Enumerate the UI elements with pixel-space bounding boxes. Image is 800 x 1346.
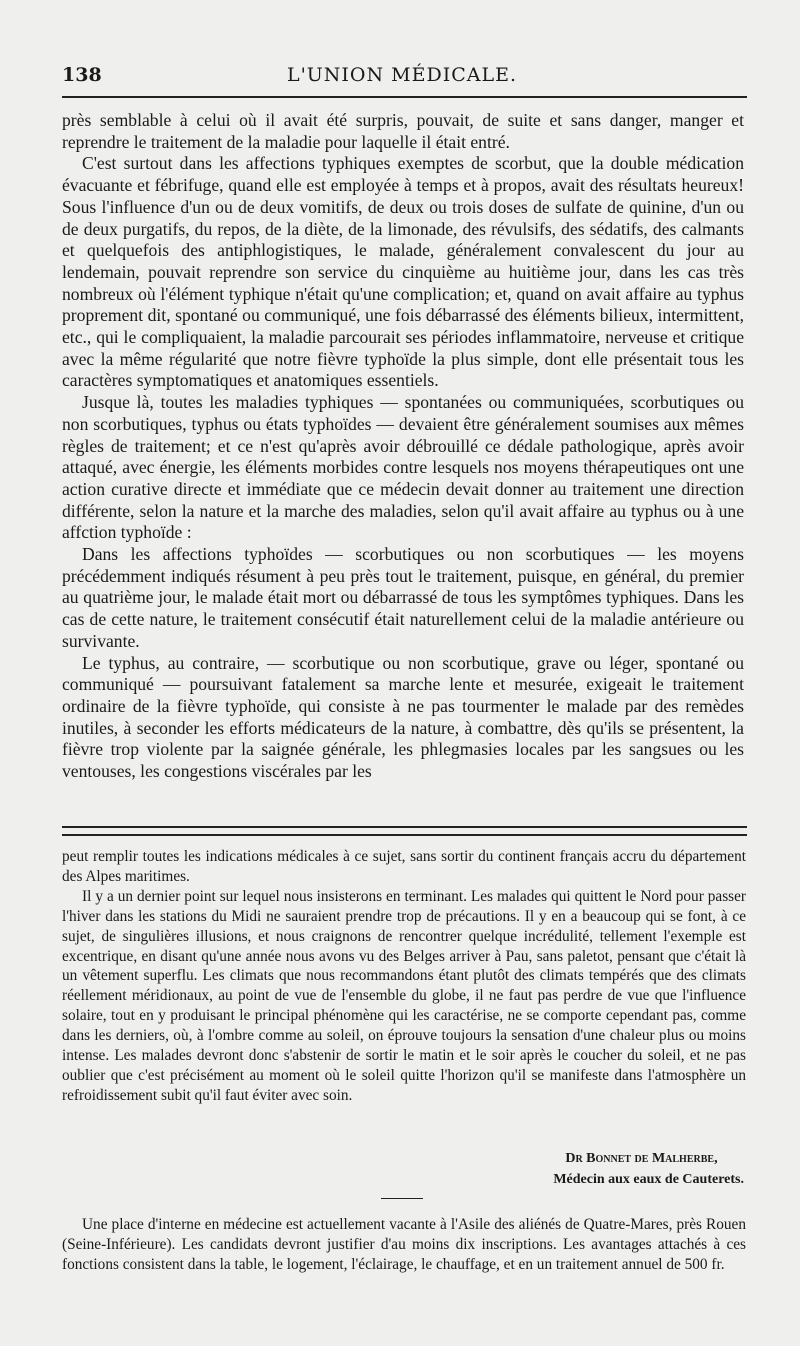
main-paragraph: Le typhus, au contraire, — scorbutique ou non scorbutique, grave ou léger, spontané ou communiqué — poursuivant fatalement sa marche lente et mesurée, exigeait le traitement ordinaire de la fièvre typhoïde, qui consiste à ne pas tourmenter le malade par des remèdes inutiles, à seconder les efforts médicateurs de la nature, à combattre, dès qu'ils se présentent, la fièvre trop violente par la saignée générale, les phlegmasies locales par les sangsues ou les ventouses, les congestions viscérales par les (62, 652, 744, 782)
main-article-text (62, 110, 744, 783)
main-paragraph: C'est surtout dans les affections typhiques exemptes de scorbut, que la double médication évacuante et fébrifuge, quand elle est employée à temps et à propos, avait des résultats heureux! Sous l'influence d'un ou de deux vomitifs, de deux ou trois doses de sulfate de quinine, d'un ou de deux purgatifs, du repos, de la diète, de la limonade, des révulsifs, des sédatifs, des calmants et quelquefois des antiphlogistiques, le malade, généralement convalescent du jour au lendemain, pouvait reprendre son service du cinquième au huitième jour, dans les cas très nombreux où l'élément typhique n'était qu'une complication; et, quand on avait affaire au typhus proprement dit, spontané ou communiqué, une fois débarrassé des éléments bilieux, intermittent, etc., qui le compliquaient, la maladie parcourait ses périodes inflammatoire, nerveuse et critique avec la même régularité que notre fièvre typhoïde la plus simple, dont elle présentait tous les caractères symptomatiques et anatomiques essentiels. (62, 153, 744, 391)
signature-role: Médecin aux eaux de Cauterets. (553, 1172, 744, 1187)
main-paragraph: Dans les affections typhoïdes — scorbutiques ou non scorbutiques — les moyens précédemment indiqués résument à peu près tout le traitement, puisque, en général, du premier au quatrième jour, le malade était mort ou débarrassé de tous les symptômes typhiques. Dans les cas de cette nature, le traitement consécutif était naturellement celui de la maladie antérieure ou survivante. (62, 544, 744, 651)
feuilleton-paragraph: peut remplir toutes les indications médicales à ce sujet, sans sortir du continent français accru du département des Alpes maritimes. (62, 848, 746, 885)
announcement-text: Une place d'interne en médecine est actuellement vacante à l'Asile des aliénés de Quatre-Mares, près Rouen (Seine-Inférieure). Les candidats devront justifier d'au moins dix inscriptions. Les avantages attachés à ces fonctions consistent dans la table, le logement, l'éclairage, le chauffage, et en un traitement annuel de 500 fr. (62, 1216, 746, 1273)
main-paragraph: près semblable à celui où il avait été surpris, pouvait, de suite et sans danger, manger et reprendre le traitement de la maladie pour laquelle il était entré. (62, 110, 744, 152)
separator-rule (381, 1198, 423, 1199)
main-paragraph: Jusque là, toutes les maladies typhiques — spontanées ou communiquées, scorbutiques ou non scorbutiques, typhus ou états typhoïdes — devaient être généralement soumises aux mêmes règles de traitement; et ce n'est qu'après avoir débrouillé ce dédale pathologique, après avoir attaqué, avec énergie, les éléments morbides contre lesquels nos moyens thérapeutiques ont une action curative directe et immédiate que ce médecin devait donner au traitement une direction différente, selon la nature et la marche des maladies, selon qu'il avait affaire au typhus ou à une affction typhoïde : (62, 392, 744, 543)
page-header (62, 60, 742, 92)
signature-name: Dr Bonnet de Malherbe, (565, 1151, 718, 1166)
header-rule (62, 96, 747, 98)
running-title: L'UNION MÉDICALE. (286, 64, 518, 86)
announcement (62, 1215, 746, 1274)
page-number: 138 (62, 64, 102, 86)
section-double-rule (62, 826, 747, 836)
author-signature (553, 1148, 744, 1190)
feuilleton-text (62, 847, 746, 1106)
feuilleton-paragraph: Il y a un dernier point sur lequel nous insisterons en terminant. Les malades qui quittent le Nord pour passer l'hiver dans les stations du Midi ne sauraient prendre trop de précautions. Il y en a beaucoup qui se font, à ce sujet, de singulières illusions, et nous craignons de rencontrer quelque incrédulité, tellement l'exemple est excentrique, en disant qu'une année nous avons vu des Belges arriver à Pau, sans paletot, pensant que c'était là un vêtement superflu. Les climats que nous recommandons étant plutôt des climats tempérés que des climats réellement méridionaux, au point de vue de l'ensemble du globe, il ne faut pas perdre de vue que l'influence solaire, tout en y produisant le principal phénomène qui les caractérise, ne se comporte cependant pas, comme dans les derniers, où, à l'ombre comme au soleil, on éprouve toujours la sensation d'une chaleur plus ou moins intense. Les malades devront donc s'abstenir de sortir le matin et le soir après le coucher du soleil, et ne pas oublier que c'est précisément au moment où le soleil quitte l'horizon qu'il se manifeste dans l'atmosphère un refroidissement subit qu'il faut éviter avec soin. (62, 887, 746, 1104)
